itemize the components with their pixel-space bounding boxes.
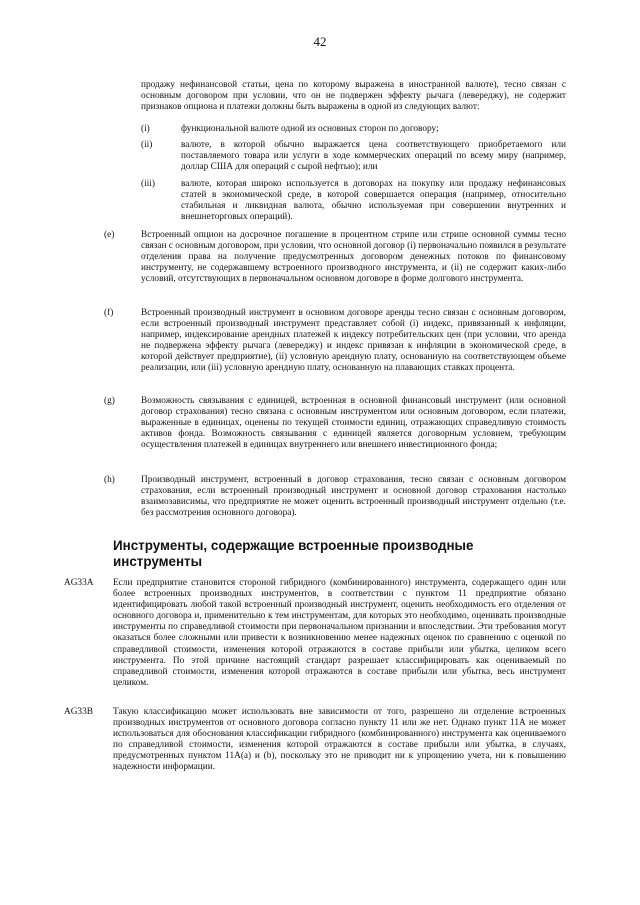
- clause-g-label: (g): [104, 396, 115, 406]
- paragraph-ag33a-text: Если предприятие становится стороной гибридного (комбинированного) инструмента, содержащего один или более встроенных производных инструментов, в соответствии с пунктом 11 предприятие обязано идентифицировать любой такой встроенный производный инструмент, оценить необходимость его отделения от основного договора и, применительно к тем инструментам, для которых это необходимо, оценивать производные инструменты по справедливой стоимости при первоначальном признании и впоследствии. Эти требования могут оказаться более сложными или привести к возникновению менее надежных оценок по сравнению с оценкой по справедливой стоимости, изменения которой отражаются в составе прибыли или убытка, целиком всего инструмента. По этой причине настоящий стандарт разрешает классифицировать как оцениваемый по справедливой стоимости, изменения которой отражаются в составе прибыли или убытка, весь инструмент целиком.: [113, 578, 566, 688]
- intro-paragraph: продажу нефинансовой статьи, цена по которому выражена в иностранной валюте), тесно связан с основным договором при условии, что он не подвержен эффекту рычага (левереджу), не содержит признаков опциона и платежи должны быть выражены в одной из следующих валют:: [141, 80, 566, 113]
- currency-item-ii-label: (ii): [141, 140, 153, 150]
- clause-h-label: (h): [104, 475, 115, 485]
- currency-item-iii-label: (iii): [141, 179, 155, 189]
- section-heading: Инструменты, содержащие встроенные производные инструменты: [113, 538, 474, 569]
- paragraph-ag33b-label: AG33B: [64, 707, 93, 717]
- currency-item-i-label: (i): [141, 124, 150, 134]
- currency-item-iii-text: валюте, которая широко используется в договорах на покупку или продажу нефинансовых статей в экономической среде, в которой совершается операция (например, относительно стабильная и ликвидная валюта, обычно используемая при совершении внутренних и внешнеторговых операций).: [181, 179, 566, 223]
- clause-f-label: (f): [104, 308, 114, 318]
- clause-h-text: Производный инструмент, встроенный в договор страхования, тесно связан с основным договором страхования, если встроенный производный инструмент и основной договор страхования настолько взаимозависимы, что предприятие не может оценить встроенный производный инструмент отдельно (т.е. без рассмотрения основного договора).: [141, 475, 566, 519]
- clause-e-label: (e): [104, 230, 115, 240]
- currency-item-i-text: функциональной валюте одной из основных сторон по договору;: [181, 124, 439, 134]
- clause-g-text: Возможность связывания с единицей, встроенная в основной финансовый инструмент (или основной договор страхования) тесно связана с основным инструментом или основным договором, если платежи, выраженные в единицах, оценены по текущей стоимости единиц, отражающих справедливую стоимость активов фонда. Возможность связывания с единицей является договорным условием, требующим осуществления платежей в единицах внутреннего или внешнего инвестиционного фонда;: [141, 396, 566, 451]
- paragraph-ag33a-label: AG33A: [64, 578, 94, 588]
- page-number: 42: [313, 34, 327, 49]
- clause-f-text: Встроенный производный инструмент в основном договоре аренды тесно связан с основным договором, если встроенный производный инструмент представляет собой (i) индекс, привязанный к инфляции, например, индексирование арендных платежей к индексу потребительских цен (при условии, что аренда не подвержена эффекту рычага (левереджу) и индекс привязан к инфляции в экономической среде, в которой действует предприятие), (ii) условную арендную плату, основанную на соответствующем объеме реализации, или (iii) условную арендную плату, основанную на плавающих ставках процента.: [141, 308, 566, 374]
- paragraph-ag33b-text: Такую классификацию может использовать вне зависимости от того, разрешено ли отделение встроенных производных инструментов от основного договора согласно пункту 11 или же нет. Однако пункт 11А не может использоваться для обоснования классификации гибридного (комбинированного) инструмента как оцениваемого по справедливой стоимости, изменения которой отражаются в составе прибыли или убытка, в случаях, предусмотренных пунктом 11А(а) и (b), поскольку это не приводит ни к упрощению учета, ни к повышению надежности информации.: [113, 707, 566, 773]
- clause-e-text: Встроенный опцион на досрочное погашение в процентном стрипе или стрипе основной суммы тесно связан с основным договором, при условии, что основной договор (i) первоначально появился в результате отделения права на получение предусмотренных договором денежных потоков по финансовому инструменту, не содержавшему встроенного производного инструмента, и (ii) не содержит каких-либо условий, отсутствующих в первоначальном основном договоре в форме долгового инструмента.: [141, 230, 566, 285]
- currency-item-ii-text: валюте, в которой обычно выражается цена соответствующего приобретаемого или поставляемого товара или услуги в ходе коммерческих операций по всему миру (например, доллар США для операций с сырой нефтью); или: [181, 140, 566, 173]
